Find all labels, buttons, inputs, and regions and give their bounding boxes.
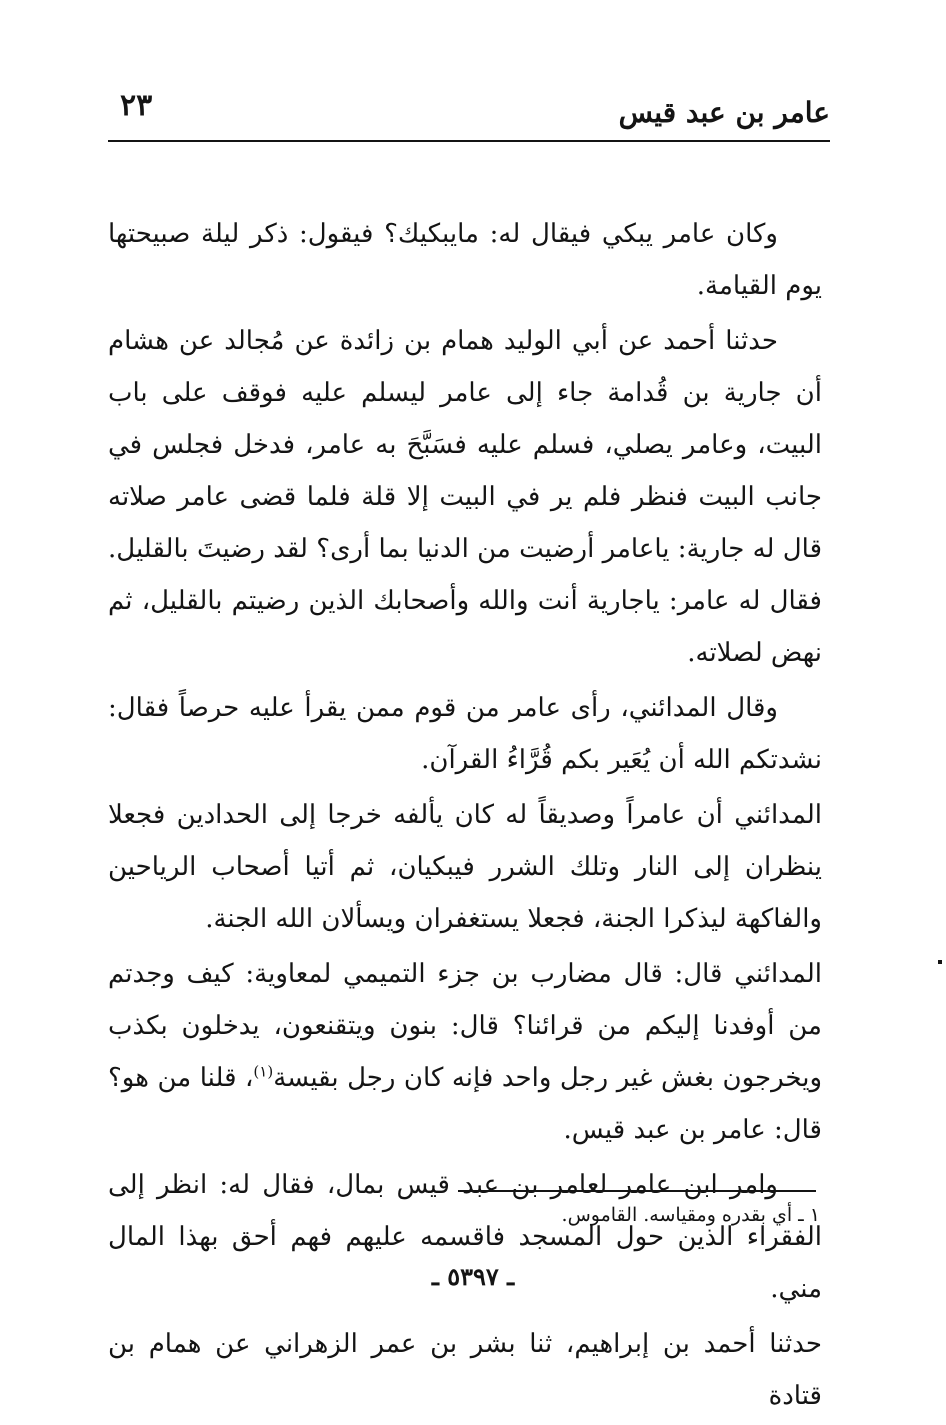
footnote-reference: (١): [253, 1062, 274, 1081]
margin-mark: [938, 960, 942, 964]
body-text: [108, 208, 822, 1425]
chapter-title: عامر بن عبد قيس: [618, 96, 830, 129]
page-header: [108, 88, 830, 138]
footnote-divider: [458, 1190, 816, 1192]
paragraph-text: ، قلنا من هو؟ قال: عامر بن عبد قيس.: [108, 1063, 822, 1145]
paragraph: وامر ابن عامر لعامر بن عبد قيس بمال، فقال له: انظر إلى الفقراء الذين حول المسجد فاقسمه عليهم فهم أحق بهذا المال مني.: [108, 1170, 822, 1304]
paragraph: وقال المدائني، رأى عامر من قوم ممن يقرأ عليه حرصاً فقال: نشدتكم الله أن يُعَير بكم قُرَّاءُ القرآن.: [108, 693, 822, 775]
header-divider: [108, 140, 830, 142]
paragraph: حدثنا أحمد بن إبراهيم، ثنا بشر بن عمر الزهراني عن همام بن قتادة: [108, 1329, 822, 1411]
footnote: ١ ـ أي بقدره ومقياسه. القاموس.: [561, 1204, 820, 1226]
page-code: ـ ٥٣٩٧ ـ: [431, 1262, 515, 1291]
paragraph: حدثنا أحمد عن أبي الوليد همام بن زائدة عن مُجالد عن هشام أن جارية بن قُدامة جاء إلى عامر ليسلم عليه فوقف على باب البيت، وعامر يصلي، فسلم عليه فسَبَّحَ به عامر، فدخل فجلس في جانب البيت فنظر فلم ير في البيت إلا قلة فلما قضى عامر صلاته قال له جارية: ياعامر أرضيت من الدنيا بما أرى؟ لقد رضيتَ بالقليل. فقال له عامر: ياجارية أنت والله وأصحابك الذين رضيتم بالقليل، ثم نهض لصلاته.: [108, 326, 822, 668]
paragraph-text: المدائني قال: قال مضارب بن جزء التميمي لمعاوية: كيف وجدتم من أوفدنا إليكم من قرائنا؟ قال: بنون ويتقنعون، يدخلون بكذب ويخرجون بغش غير رجل واحد فإنه كان رجل بقيسة: [108, 959, 823, 1093]
page-number: ٢٣: [120, 88, 153, 123]
paragraph: المدائني أن عامراً وصديقاً له كان يألفه خرجا إلى الحدادين فجعلا ينظران إلى النار وتلك الشرر فيبكيان، ثم أتيا أصحاب الرياحين والفاكهة ليذكرا الجنة، فجعلا يستغفران ويسألان الله الجنة.: [108, 800, 822, 934]
paragraph: [108, 948, 822, 1156]
paragraph: وكان عامر يبكي فيقال له: مايبكيك؟ فيقول: ذكر ليلة صبيحتها يوم القيامة.: [108, 219, 822, 301]
